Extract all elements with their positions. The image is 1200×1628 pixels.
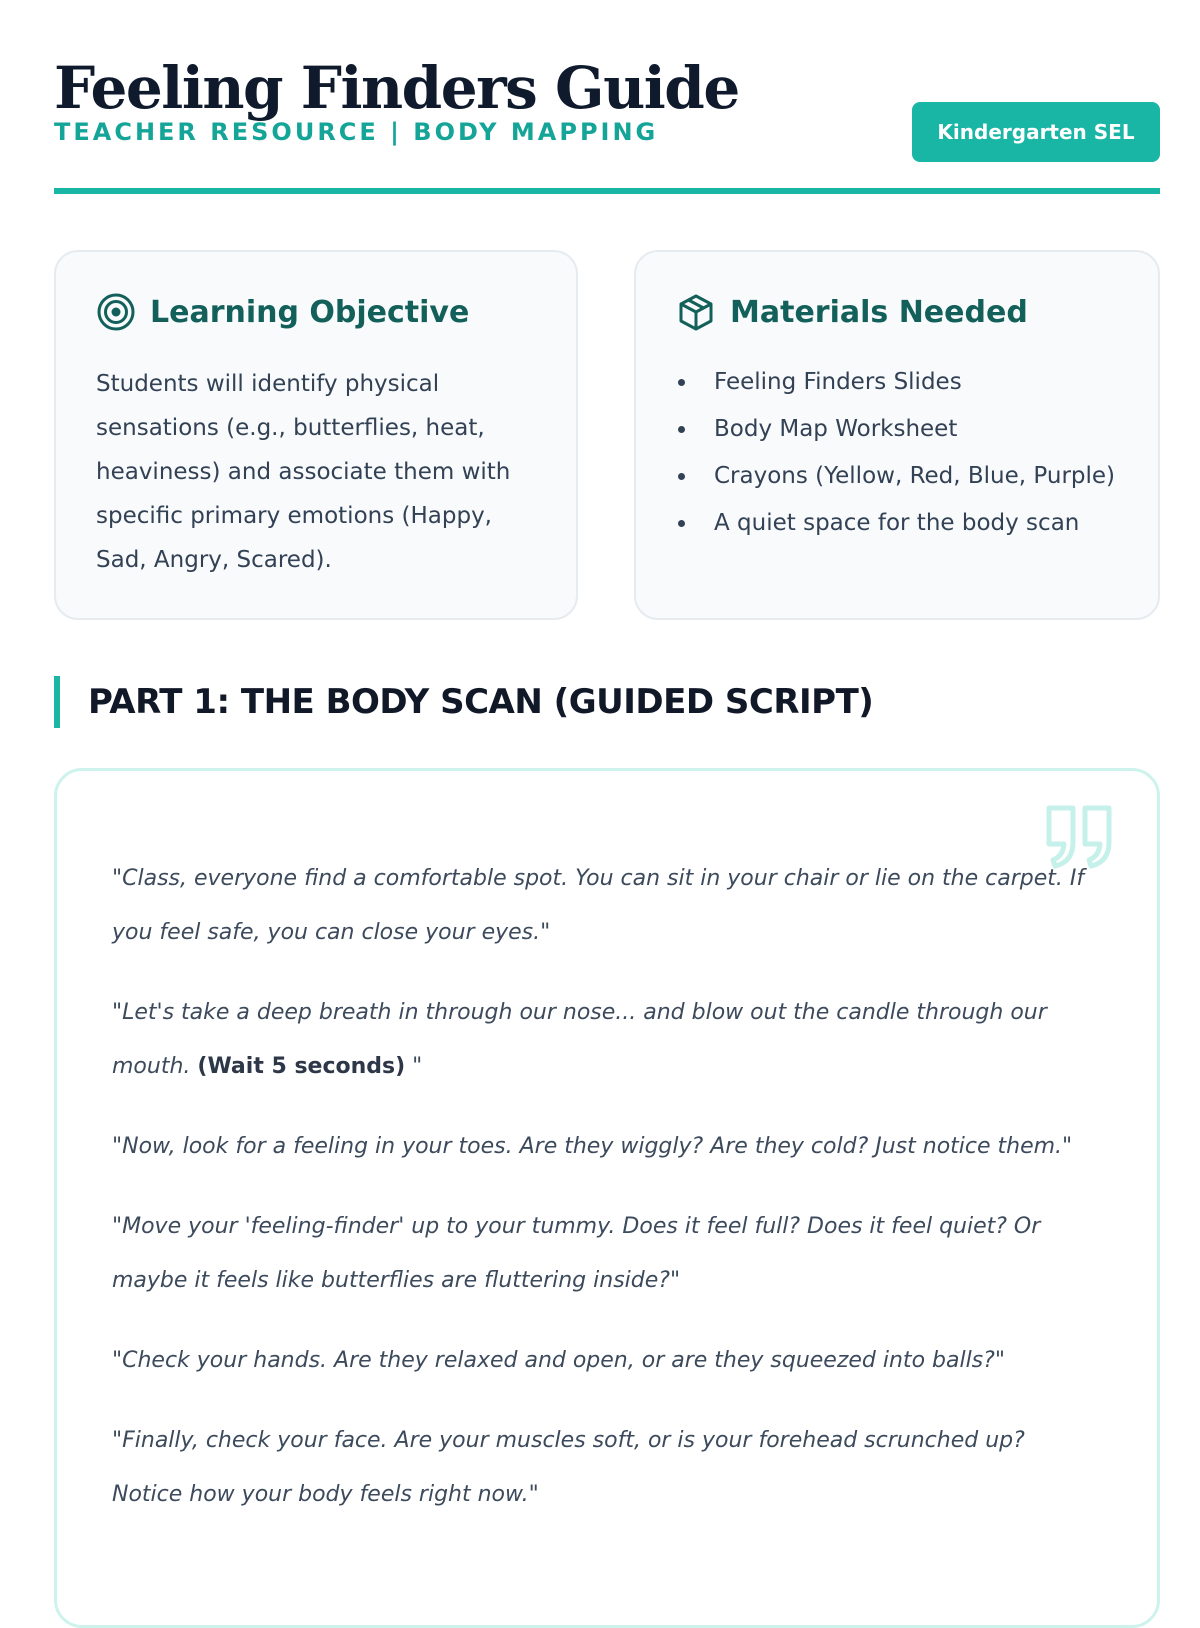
script-line-text: "Move your 'feeling-finder' up to your tummy. Does it feel full? Does it feel quiet? Or maybe it feels like butterflies are fluttering inside?" bbox=[112, 1214, 1041, 1293]
list-item bbox=[676, 409, 1126, 449]
materials-item-text: A quiet space for the body scan bbox=[714, 510, 1080, 536]
materials-item-text: Body Map Worksheet bbox=[714, 416, 958, 442]
materials-header bbox=[676, 292, 1028, 332]
script-line bbox=[112, 986, 1102, 1094]
script-line bbox=[112, 1334, 1102, 1388]
script-line-text: "Let's take a deep breath in through our nose... and blow out the candle through our mouth. bbox=[112, 1000, 1047, 1079]
bullet bbox=[678, 473, 685, 480]
bullet bbox=[678, 426, 685, 433]
script-line-text: "Finally, check your face. Are your muscles soft, or is your forehead scrunched up? Notice how your body feels right now." bbox=[112, 1428, 1025, 1507]
materials-card bbox=[634, 250, 1160, 620]
materials-item-text: Crayons (Yellow, Red, Blue, Purple) bbox=[714, 463, 1116, 489]
script-line bbox=[112, 852, 1102, 960]
script-line-text: "Now, look for a feeling in your toes. Are they wiggly? Are they cold? Just notice them." bbox=[112, 1134, 1073, 1159]
box-icon bbox=[676, 292, 716, 332]
section-heading-part1: PART 1: THE BODY SCAN (GUIDED SCRIPT) bbox=[54, 676, 873, 728]
learning-objective-header bbox=[96, 292, 469, 332]
learning-objective-text: Students will identify physical sensations (e.g., butterflies, heat, heaviness) and associate them with specific primary emotions (Happy, Sad, Angry, Scared). bbox=[96, 371, 511, 573]
grade-badge: Kindergarten SEL bbox=[912, 102, 1160, 162]
script-line-closing: " bbox=[405, 1054, 423, 1079]
materials-item-text: Feeling Finders Slides bbox=[714, 369, 962, 395]
list-item bbox=[676, 362, 1126, 402]
guided-script bbox=[112, 852, 1102, 1548]
bullet bbox=[678, 520, 685, 527]
list-item bbox=[676, 456, 1126, 496]
script-line bbox=[112, 1414, 1102, 1522]
bullet bbox=[678, 379, 685, 386]
learning-objective-title: Learning Objective bbox=[150, 294, 470, 330]
learning-objective-card bbox=[54, 250, 578, 620]
materials-list bbox=[676, 362, 1126, 550]
list-item bbox=[676, 503, 1126, 543]
page-subtitle: TEACHER RESOURCE | BODY MAPPING bbox=[54, 118, 659, 146]
target-icon bbox=[96, 292, 136, 332]
script-line bbox=[112, 1120, 1102, 1174]
script-stage-direction: (Wait 5 seconds) bbox=[197, 1054, 406, 1079]
page-title: Feeling Finders Guide bbox=[54, 54, 739, 122]
materials-title: Materials Needed bbox=[730, 294, 1028, 330]
script-line-text: "Check your hands. Are they relaxed and open, or are they squeezed into balls?" bbox=[112, 1348, 1005, 1373]
script-line bbox=[112, 1200, 1102, 1308]
header-divider bbox=[54, 188, 1160, 194]
script-line-text: "Class, everyone find a comfortable spot. You can sit in your chair or lie on the carpet. If you feel safe, you can close your eyes." bbox=[112, 866, 1085, 945]
